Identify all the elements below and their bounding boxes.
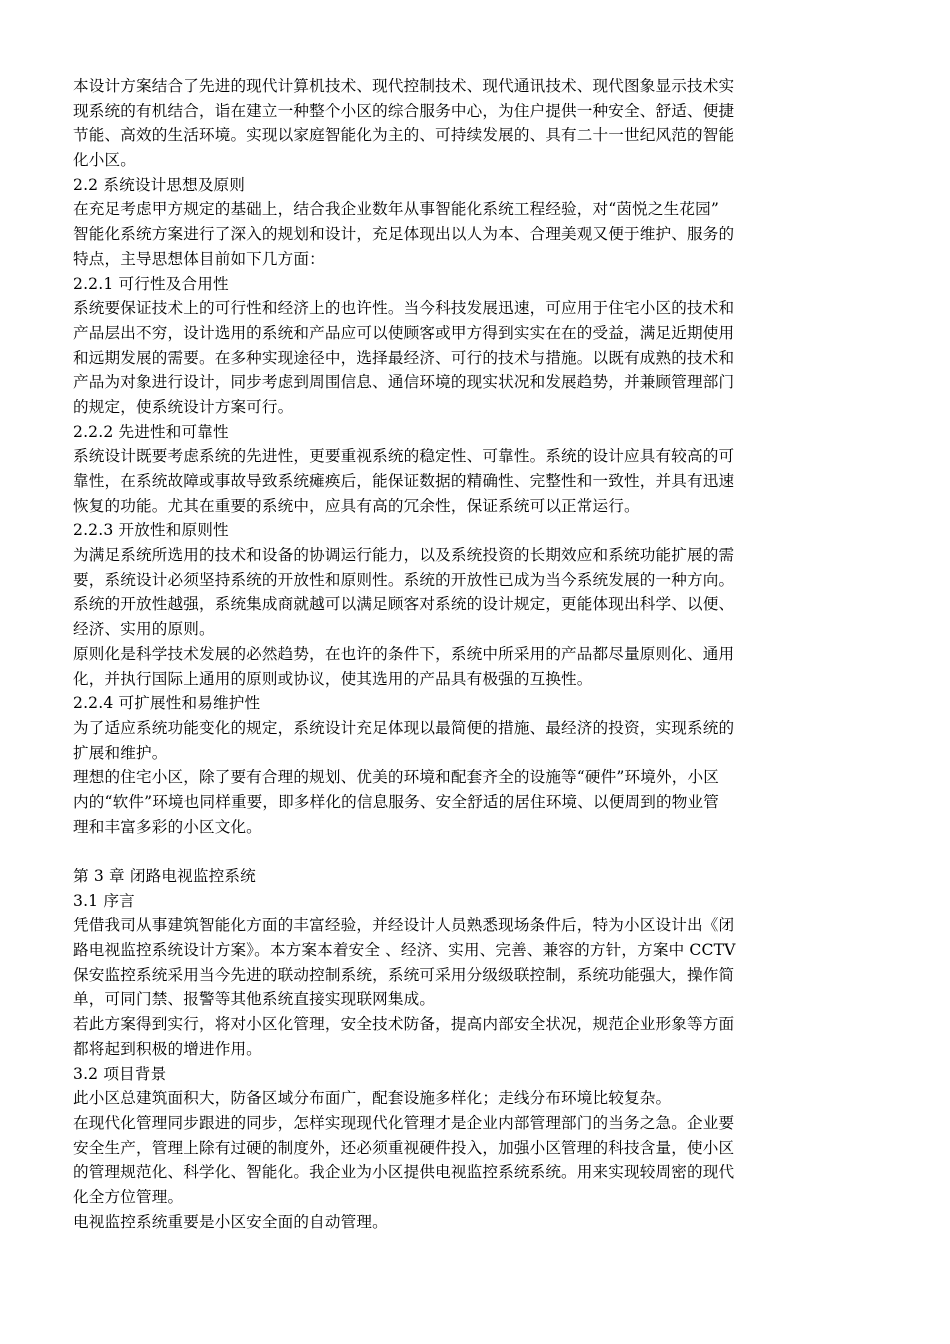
text-line: 理想的住宅小区，除了要有合理的规划、优美的环境和配套齐全的设施等“硬件”环境外，小区 [73,768,719,787]
text-line: 节能、高效的生活环境。实现以家庭智能化为主的、可持续发展的、具有二十一世纪风范的智能 [73,126,735,145]
paragraph [73,1111,883,1210]
section-heading [73,1062,883,1087]
text-line: 产品为对象进行设计，同步考虑到周围信息、通信环境的现实状况和发展趋势，并兼顾管理部门 [73,373,735,392]
text-line: 系统的开放性越强，系统集成商就越可以满足顾客对系统的设计规定，更能体现出科学、以便、 [73,595,735,614]
paragraph [73,543,883,642]
text-line: 产品层出不穷，设计选用的系统和产品应可以使顾客或甲方得到实实在在的受益，满足近期使用 [73,323,735,342]
heading-text: 2.2.2 先进性和可靠性 [73,422,229,441]
text-line: 化小区。 [73,151,136,170]
text-line: 靠性，在系统故障或事故导致系统瘫痪后，能保证数据的精确性、完整性和一致性，并具有迅速 [73,472,735,490]
text-line: 化，并执行国际上通用的原则或协议，使其选用的产品具有极强的互换性。 [73,669,593,688]
paragraph [73,1012,883,1061]
text-line: 特点，主导思想体目前如下几方面： [73,249,325,268]
paragraph [73,74,883,173]
paragraph [73,1210,883,1235]
text-line: 系统设计既要考虑系统的先进性，更要重视系统的稳定性、可靠性。系统的设计应具有较高的可 [73,447,735,466]
section-heading [73,173,883,198]
paragraph [73,197,883,271]
section-heading [73,691,883,716]
text-line: 恢复的功能。尤其在重要的系统中，应具有高的冗余性，保证系统可以正常运行。 [73,496,640,515]
heading-text: 2.2.3 开放性和原则性 [73,521,229,540]
text-line: 此小区总建筑面积大，防备区域分布面广，配套设施多样化；走线分布环境比较复杂。 [73,1089,672,1108]
paragraph [73,642,883,691]
heading-text: 3.2 项目背景 [73,1064,167,1083]
text-line: 智能化系统方案进行了深入的规划和设计，充足体现出以人为本、合理美观又便于维护、服务的 [73,225,735,244]
text-line: 都将起到积极的增进作用。 [73,1039,262,1058]
text-line: 保安监控系统采用当今先进的联动控制系统，系统可采用分级级联控制，系统功能强大，操作简 [73,965,735,984]
section-heading [73,864,883,889]
text-line: 若此方案得到实行，将对小区化管理，安全技术防备，提高内部安全状况，规范企业形象等方面 [73,1015,735,1034]
text-line: 路电视监控系统设计方案》。本方案本着安全 、经济、实用、完善、兼容的方针，方案中 CCTV [73,941,736,960]
text-line: 系统要保证技术上的可行性和经济上的也许性。当今科技发展迅速，可应用于住宅小区的技术和 [73,299,735,318]
text-line: 的管理规范化、科学化、智能化。我企业为小区提供电视监控系统系统。用来实现较周密的现代 [73,1163,735,1182]
heading-text: 2.2 系统设计思想及原则 [73,175,246,194]
blank-line [73,839,883,864]
heading-text: 3.1 序言 [73,891,135,910]
paragraph [73,296,883,419]
text-line: 理和丰富多彩的小区文化。 [73,817,262,836]
document-page [73,74,883,1234]
text-line: 内的“软件”环境也同样重要，即多样化的信息服务、安全舒适的居住环境、以便周到的物业管 [73,792,719,811]
text-line: 经济、实用的原则。 [73,620,215,639]
heading-text: 第 3 章 闭路电视监控系统 [73,867,256,885]
text-line: 扩展和维护。 [73,743,168,762]
section-heading [73,272,883,297]
paragraph [73,913,883,1012]
paragraph [73,716,883,765]
text-line: 在现代化管理同步跟进的同步，怎样实现现代化管理才是企业内部管理部门的当务之急。企业要 [73,1113,735,1132]
paragraph [73,444,883,518]
paragraph [73,765,883,839]
text-line: 单，可同门禁、报警等其他系统直接实现联网集成。 [73,990,436,1009]
text-line: 现系统的有机结合，诣在建立一种整个小区的综合服务中心，为住户提供一种安全、舒适、便捷 [73,101,735,120]
heading-text: 2.2.1 可行性及合用性 [73,274,229,293]
text-line: 安全生产，管理上除有过硬的制度外，还必须重视硬件投入，加强小区管理的科技含量，使小区 [73,1138,735,1157]
heading-text: 2.2.4 可扩展性和易维护性 [73,694,261,713]
text-line: 在充足考虑甲方规定的基础上，结合我企业数年从事智能化系统工程经验，对“茵悦之生花园” [73,200,719,219]
text-line: 原则化是科学技术发展的必然趋势，在也许的条件下，系统中所采用的产品都尽量原则化、通用 [73,644,735,663]
text-line: 的规定，使系统设计方案可行。 [73,397,294,416]
text-line: 凭借我司从事建筑智能化方面的丰富经验，并经设计人员熟悉现场条件后，特为小区设计出《闭 [73,916,735,935]
section-heading [73,420,883,445]
paragraph [73,1086,883,1111]
section-heading [73,889,883,914]
section-heading [73,518,883,543]
text-line: 和远期发展的需要。在多种实现途径中，选择最经济、可行的技术与措施。以既有成熟的技术和 [73,348,735,367]
text-line: 为了适应系统功能变化的规定，系统设计充足体现以最简便的措施、最经济的投资，实现系统的 [73,718,735,737]
text-line: 要，系统设计必须坚持系统的开放性和原则性。系统的开放性已成为当今系统发展的一种方向。 [73,570,735,589]
text-line: 本设计方案结合了先进的现代计算机技术、现代控制技术、现代通讯技术、现代图象显示技术实 [73,77,735,95]
text-line: 电视监控系统重要是小区安全面的自动管理。 [73,1212,388,1231]
text-line: 为满足系统所选用的技术和设备的协调运行能力，以及系统投资的长期效应和系统功能扩展的需 [73,546,735,565]
text-line: 化全方位管理。 [73,1187,184,1206]
